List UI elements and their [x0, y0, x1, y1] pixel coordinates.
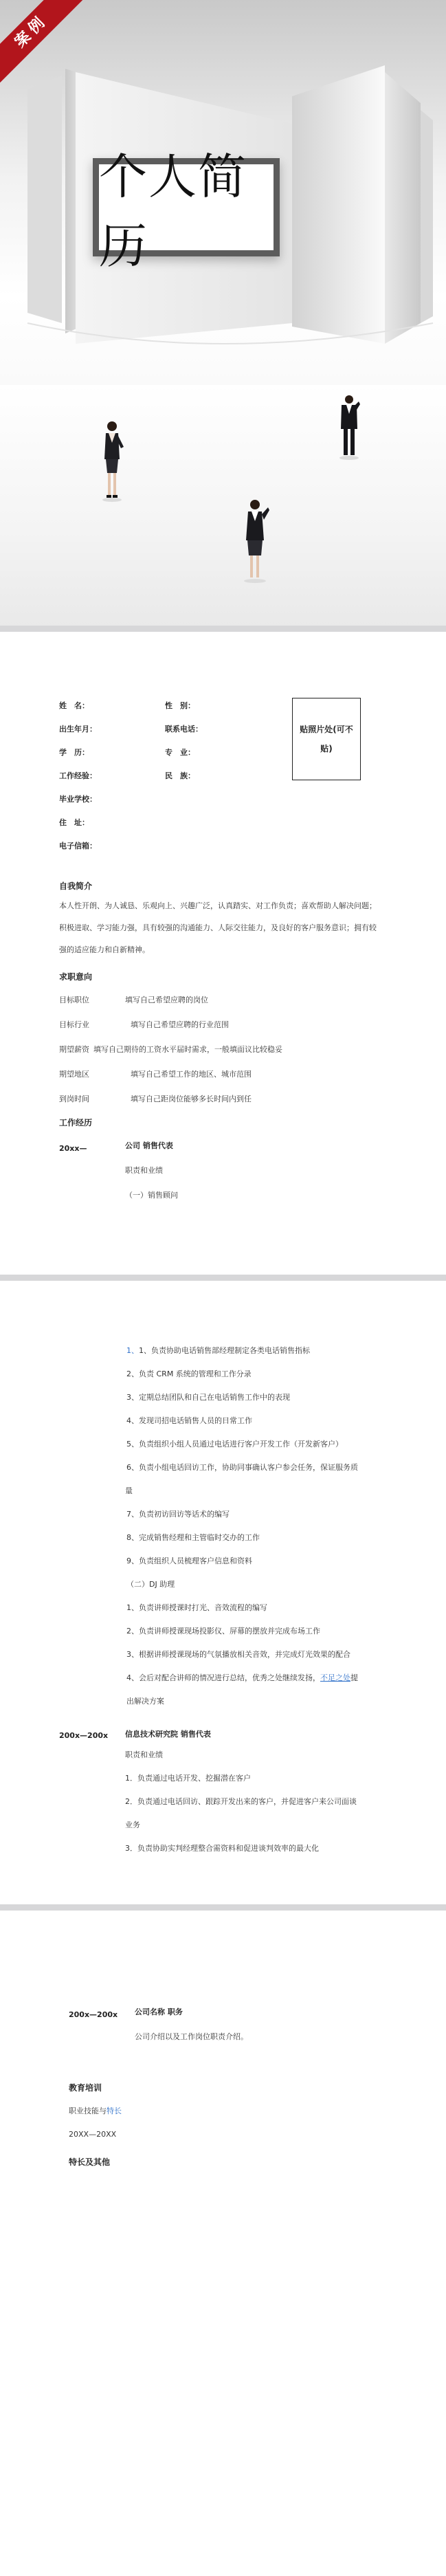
- label-ethnicity: 民 族：: [165, 771, 195, 780]
- job2-list: [125, 1743, 400, 1860]
- businesswoman-figure-left: [100, 419, 124, 502]
- job3-desc: 公司介绍以及工作岗位职责介绍。: [135, 2032, 248, 2041]
- list-item: 4、发现司招电话销售人员的日常工作: [126, 1416, 252, 1425]
- page-divider-2: [0, 1275, 446, 1281]
- job1-group1-label: （一）销售顾问: [125, 1191, 178, 1200]
- list-item: 5、负责组织小组人员通过电话进行客户开发工作（开发新客户）: [126, 1440, 343, 1449]
- intention-label-industry: 目标行业: [59, 1020, 89, 1029]
- page-divider-3: [0, 1904, 446, 1911]
- label-phone: 联系电话：: [165, 725, 203, 734]
- highlight-link[interactable]: 不足之处: [320, 1673, 350, 1682]
- intention-label-salary: 期望薪资: [59, 1045, 89, 1054]
- label-address: 住 址：: [59, 818, 89, 827]
- job1-duty-label: 职责和业绩: [125, 1166, 163, 1175]
- businesswoman-figure-center: [241, 498, 269, 584]
- cover-title-board: [93, 148, 280, 274]
- job2-duty-label: 职责和业绩: [125, 1750, 163, 1759]
- job-intention-heading: 求职意向: [59, 972, 93, 982]
- list-item: 3、根据讲师授课现场的气氛播放相关音效，并完成灯光效果的配合: [126, 1650, 350, 1659]
- list-item: 3．负责协助实判经理整合需资料和促进谈判效率的最大化: [125, 1844, 319, 1853]
- sample-ribbon: [0, 0, 82, 82]
- work-experience-heading: 工作经历: [59, 1118, 93, 1127]
- businessman-figure-right: [337, 393, 360, 462]
- cover-title: 个人简历: [99, 148, 247, 274]
- list-item: 量: [125, 1486, 133, 1495]
- job3-title: 公司名称 职务: [135, 2007, 183, 2016]
- list-item: 9、负责组织人员梳理客户信息和资料: [126, 1556, 252, 1565]
- label-gender: 性 别：: [165, 701, 195, 710]
- job1-group1-list: [126, 1339, 401, 1713]
- photo-placeholder-text: 贴照片处(可不贴): [300, 725, 353, 753]
- group2-label: （二）DJ 助理: [126, 1580, 175, 1589]
- label-experience: 工作经验：: [59, 771, 97, 780]
- education-major-link[interactable]: 特长: [107, 2106, 122, 2115]
- list-item: 1、1、负责协助电话销售部经理制定各类电话销售指标: [126, 1346, 310, 1355]
- label-name: 姓 名：: [59, 701, 89, 710]
- job3-period: 200x—200x: [69, 2010, 118, 2019]
- job2-title: 信息技术研究院 销售代表: [125, 1730, 211, 1739]
- label-school: 毕业学校：: [59, 795, 97, 804]
- list-item: 1、负责讲师授课时打光、音效流程的编写: [126, 1603, 267, 1612]
- label-major: 专 业：: [165, 748, 195, 757]
- sample-badge: 案例: [0, 0, 82, 82]
- intention-value-region: 填写自己希望工作的地区、城市范围: [131, 1070, 252, 1079]
- self-intro-text: 本人性开朗、为人诚恳、乐观向上、兴趣广泛，认真踏实、对工作负责；喜欢帮助人解决问题；积极进取、学习能力强，具有较强的沟通能力、人际交往能力，及良好的客户服务意识；拥有较强的适应能力和自新精神。: [59, 901, 377, 954]
- list-item: 4、会后对配合讲师的情况进行总结，优秀之处继续发扬，不足之处提: [126, 1673, 358, 1682]
- list-item: 2、负责讲师授课现场投影仪、屏幕的摆放并完成布场工作: [126, 1627, 320, 1636]
- cover: [0, 0, 446, 627]
- list-item: 业务: [125, 1820, 140, 1829]
- education-period: 20XX—20XX: [69, 2130, 117, 2139]
- list-item: 6、负责小组电话回访工作，协助同事确认客户参会任务，保证服务质: [126, 1463, 358, 1472]
- list-item: 7、负责初访回访等话术的编写: [126, 1510, 230, 1519]
- intention-label-start: 到岗时间: [59, 1094, 89, 1103]
- room-panels-illustration: [0, 0, 446, 627]
- job2-period: 200x—200x: [59, 1731, 109, 1740]
- job1-title: 公司 销售代表: [125, 1141, 173, 1150]
- list-item: 出解决方案: [126, 1697, 164, 1706]
- cover-title-frame: [99, 148, 274, 274]
- list-item: 1．负责通过电话开发、挖掘潜在客户: [125, 1774, 251, 1783]
- education-heading: 教育培训: [69, 2083, 102, 2093]
- label-birth: 出生年月：: [59, 725, 97, 734]
- photo-placeholder: [292, 698, 361, 780]
- list-item: 2．负责通过电话回访、跟踪开发出来的客户，并促进客户来公司面谈: [125, 1797, 357, 1806]
- list-item: 8、完成销售经理和主管临时交办的工作: [126, 1533, 260, 1542]
- self-intro-heading: 自我简介: [59, 881, 93, 891]
- label-email: 电子信箱：: [59, 841, 97, 850]
- intention-value-salary: 填写自己期待的工资水平届时需求，一般填面议比较稳妥: [93, 1045, 282, 1054]
- education-major: 职业技能与特长: [69, 2106, 122, 2115]
- intention-value-position: 填写自己希望应聘的岗位: [125, 995, 208, 1004]
- label-education: 学 历：: [59, 748, 89, 757]
- page-divider-1: [0, 626, 446, 632]
- list-item: 2、负责 CRM 系统的管理和工作分录: [126, 1369, 252, 1378]
- intention-value-start: 填写自己距岗位能够多长时间内到任: [131, 1094, 252, 1103]
- intention-value-industry: 填写自己希望应聘的行业范围: [131, 1020, 229, 1029]
- skills-heading: 特长及其他: [69, 2157, 111, 2167]
- intention-label-position: 目标职位: [59, 995, 89, 1004]
- job1-period: 20xx—: [59, 1144, 87, 1153]
- intention-label-region: 期望地区: [59, 1070, 89, 1079]
- list-item: 3、定期总结团队和自己在电话销售工作中的表现: [126, 1393, 290, 1402]
